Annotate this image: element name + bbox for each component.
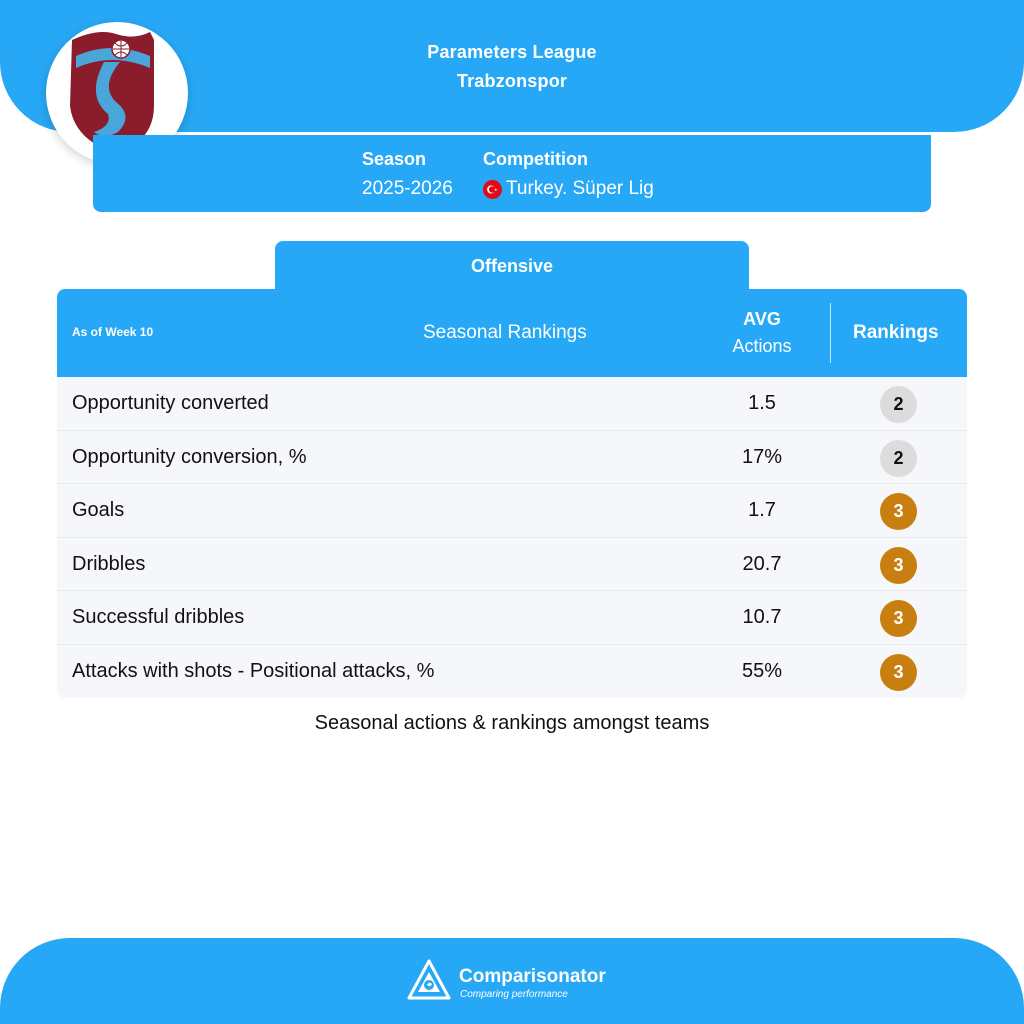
metric-name: Attacks with shots - Positional attacks, %	[72, 659, 435, 682]
metric-avg: 17%	[741, 445, 783, 468]
season-column	[362, 149, 453, 200]
table-body	[57, 377, 967, 698]
tab-offensive[interactable]: Offensive	[275, 241, 749, 293]
rank-badge: 3	[880, 493, 917, 530]
rank-badge: 2	[880, 386, 917, 423]
competition-column	[483, 149, 654, 200]
metric-avg: 1.5	[748, 392, 776, 414]
season-value: 2025-2026	[362, 178, 453, 199]
table-row	[57, 645, 967, 699]
table-row	[57, 538, 967, 592]
avg-actions-header	[712, 309, 812, 357]
actions-label: Actions	[732, 336, 792, 356]
metric-avg: 10.7	[742, 606, 782, 628]
rank-badge: 2	[880, 440, 917, 477]
metric-avg: 1.7	[748, 499, 776, 521]
metric-name: Successful dribbles	[72, 606, 245, 628]
rank-badge: 3	[880, 600, 917, 637]
metric-avg: 20.7	[742, 552, 782, 575]
table-row	[57, 591, 967, 645]
league-title: Parameters League	[427, 42, 597, 62]
avg-label: AVG	[743, 309, 781, 329]
comparisonator-logo-icon	[406, 958, 452, 1004]
competition-value: Turkey. Süper Lig	[506, 178, 654, 199]
metric-avg: 55%	[741, 659, 783, 682]
table-row	[57, 431, 967, 485]
metric-name: Goals	[72, 499, 125, 521]
brand-name: Comparisonator	[459, 966, 606, 987]
metric-name: Dribbles	[72, 552, 146, 575]
season-label: Season	[362, 149, 427, 169]
competition-value-row	[483, 178, 654, 200]
table-row	[57, 484, 967, 538]
rank-badge: 3	[880, 654, 917, 691]
metric-name: Opportunity conversion, %	[72, 445, 307, 468]
rank-badge: 3	[880, 547, 917, 584]
week-label: As of Week 10	[72, 325, 154, 339]
brand-tagline: Comparing performance	[460, 989, 568, 1000]
header-divider	[830, 303, 831, 363]
metric-name: Opportunity converted	[72, 392, 269, 414]
table-header	[57, 289, 967, 377]
rankings-header: Rankings	[853, 322, 939, 343]
table-row	[57, 377, 967, 431]
competition-label: Competition	[483, 149, 588, 169]
season-panel	[93, 135, 931, 212]
table-caption: Seasonal actions & rankings amongst teams	[314, 712, 710, 734]
team-name: Trabzonspor	[456, 71, 568, 91]
table-title: Seasonal Rankings	[423, 322, 587, 343]
turkey-flag-icon	[483, 180, 502, 199]
